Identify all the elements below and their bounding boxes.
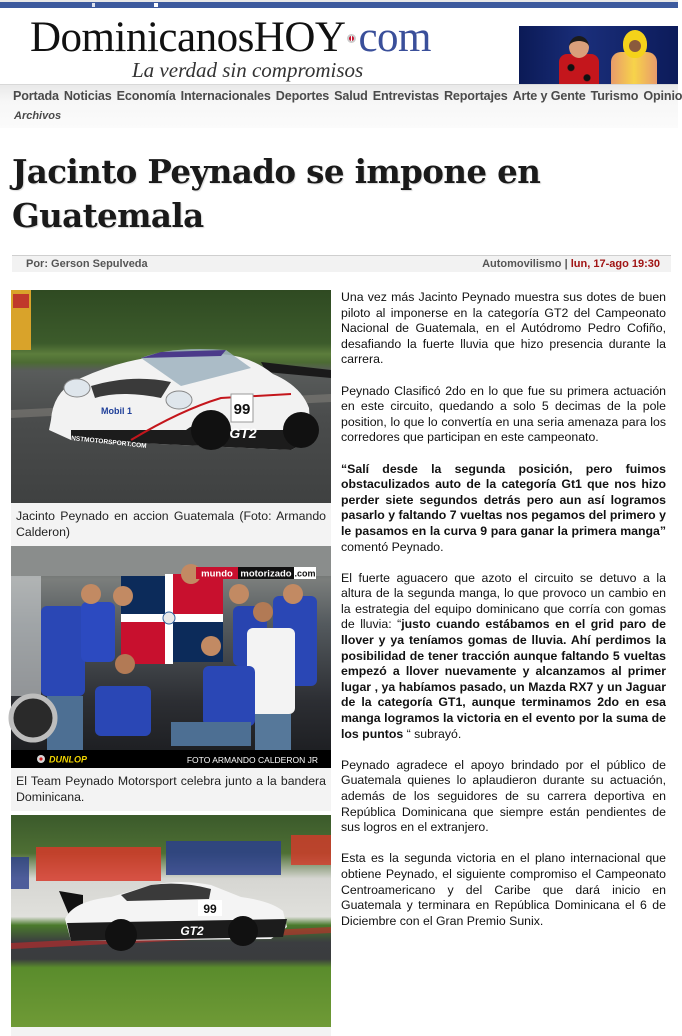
main-nav: [0, 84, 682, 128]
logo-text: DominicanosHOY: [30, 14, 346, 61]
side-window: [121, 884, 211, 901]
nav-item-archivos[interactable]: Archivos: [14, 110, 62, 122]
race-car-illustration: [11, 290, 331, 503]
performer-head: [569, 36, 589, 58]
quote-text: justo cuando estábamos en el grid paro de llover y ya teníamos gomas de lluvia. Ahí perdimos la posibilidad de tener tracción aunque faltando 5 vueltas empezó a llover nuevamente y alcanzamos al primer lugar , ya habíamos pasado, un Mazda RX7 y un Jaguar de la categoría GT1, aunque terminamos 2do en esa manga logramos la victoria en el evento por la suma de los puntos: [341, 617, 667, 741]
article-author: Por: Gerson Sepulveda: [26, 258, 148, 270]
nav-item-portada[interactable]: Portada: [13, 89, 59, 103]
article-paragraph-quote: [341, 571, 666, 743]
article-paragraph: Peynado agradece el apoyo brindado por el público de Guatemala quienes lo aplaudieron durante su actuación, además de los seguidores de su carrera deportiva en República Dominicana que siempre están pendientes de sus logros en el extranjero.: [341, 757, 666, 835]
team-celebration-illustration: [11, 546, 331, 768]
car-wheel: [11, 696, 55, 740]
nav-item-noticias[interactable]: Noticias: [63, 89, 112, 103]
ladybug-costume: [559, 54, 599, 88]
sponsor-site: NSTMOTORSPORT.COM: [70, 435, 147, 450]
promo-banner-image[interactable]: [519, 26, 678, 86]
photo-caption: Jacinto Peynado en accion Guatemala (Foto: Armando Calderon): [11, 503, 331, 546]
nav-item-entrevistas[interactable]: Entrevistas: [372, 89, 439, 103]
dunlop-logo: [37, 755, 45, 763]
article-title: Jacinto Peynado se impone en Guatemala: [12, 152, 541, 235]
attribution-text: “ subrayó.: [403, 726, 462, 741]
race-car-side-illustration: [11, 815, 331, 1027]
nav-item-salud[interactable]: Salud: [334, 89, 368, 103]
article-date: lun, 17-ago 19:30: [570, 258, 660, 270]
lead-text: El fuerte aguacero que azoto el circuito se detuvo a la altura de la segunda manga, lo que provoco un cambio en la estrategia del equipo dominicano que corría con gomas de lluvia: “: [341, 570, 666, 632]
article-meta-bar: [12, 255, 671, 272]
headlight: [64, 379, 90, 397]
photo-column: [11, 290, 331, 1036]
performer-head: [623, 30, 647, 58]
sponsor-mobil: Mobil 1: [101, 406, 132, 416]
toolbar-mark: [154, 3, 158, 7]
car-number: 99: [233, 401, 251, 418]
nav-item-reportajes[interactable]: Reportajes: [443, 89, 508, 103]
logo-suffix: com: [358, 14, 432, 61]
quote-text: “Salí desde la segunda posición, pero fuimos obstaculizados auto de la categoría Gt1 que nos hizo perder siete segundos detrás pero aun así logramos pasarlo y faltando 7 vueltas nos pegamos del primero y le pasamos en la curva 9 para ganar la primera manga”: [341, 461, 666, 538]
ad-banner-red: [291, 835, 331, 865]
nav-item-opinion[interactable]: Opinio: [643, 89, 682, 103]
article-meta-right: [482, 258, 660, 270]
race-car-photo[interactable]: [11, 290, 331, 503]
car-number: 99: [203, 902, 217, 916]
ad-banner-blue: [11, 857, 29, 889]
ad-banner-blue: [166, 841, 281, 875]
rear-wheel: [283, 412, 319, 448]
article-paragraph-quote: [341, 462, 666, 556]
meta-separator: |: [564, 258, 568, 270]
billboard-sign: [13, 294, 29, 308]
site-logo[interactable]: [30, 15, 431, 61]
team-flag-photo[interactable]: [11, 546, 331, 768]
photo-caption: [11, 1027, 331, 1036]
attribution-text: comentó Peynado.: [341, 539, 444, 554]
class-label: GT2: [180, 924, 204, 938]
nav-items: [13, 89, 682, 103]
front-wheel: [191, 410, 231, 450]
class-label: GT2: [229, 425, 257, 441]
article-body: [341, 290, 666, 945]
top-toolbar-strip: [0, 0, 678, 8]
article-paragraph: Una vez más Jacinto Peynado muestra sus dotes de buen piloto al imponerse en la categoría GT2 del Campeonato Nacional de Guatemala, en el Autódromo Pedro Cofiño, desafiando la fuerte lluvia que hizo presencia durante la carrera.: [341, 290, 666, 367]
nav-item-economia[interactable]: Economía: [116, 89, 176, 103]
dunlop-text: DUNLOP: [49, 754, 87, 765]
flag-dot-icon: [347, 34, 356, 43]
ad-banner-red: [36, 847, 161, 881]
toolbar-mark: [92, 3, 95, 7]
nav-item-arte-y-gente[interactable]: Arte y Gente: [512, 89, 586, 103]
nav-item-turismo[interactable]: Turismo: [590, 89, 639, 103]
rear-wheel: [105, 919, 137, 951]
nav-item-internacionales[interactable]: Internacionales: [180, 89, 271, 103]
article-paragraph: Esta es la segunda victoria en el plano internacional que obtiene Peynado, el siguiente compromiso el Campeonato Centroamericano y del Caribe que dará inicio en Guatemala y terminara en República Dominicana el 6 de Diciembre con el Gran Premio Sunix.: [341, 851, 666, 928]
watermark-com: .com: [294, 568, 316, 579]
article-section-link[interactable]: Automovilismo: [482, 258, 562, 270]
watermark-motorizado: motorizado: [240, 568, 292, 580]
watermark-mundo: mundo: [201, 568, 233, 580]
photo-caption: El Team Peynado Motorsport celebra junto a la bandera Dominicana.: [11, 768, 331, 811]
article-paragraph: Peynado Clasificó 2do en lo que fue su primera actuación en este circuito, quedando a solo 5 decimas de la pole position, lo que lo convertía en una seria amenaza para los corredores que participan en este campeonato.: [341, 383, 666, 445]
site-tagline: La verdad sin compromisos: [132, 58, 364, 82]
masthead: [0, 8, 678, 84]
garage-window: [11, 576, 41, 696]
race-car-side-photo[interactable]: [11, 815, 331, 1027]
front-wheel: [228, 916, 258, 946]
headlight: [166, 391, 192, 409]
nav-item-deportes[interactable]: Deportes: [275, 89, 330, 103]
photo-credit: FOTO ARMANDO CALDERON JR: [186, 755, 318, 765]
